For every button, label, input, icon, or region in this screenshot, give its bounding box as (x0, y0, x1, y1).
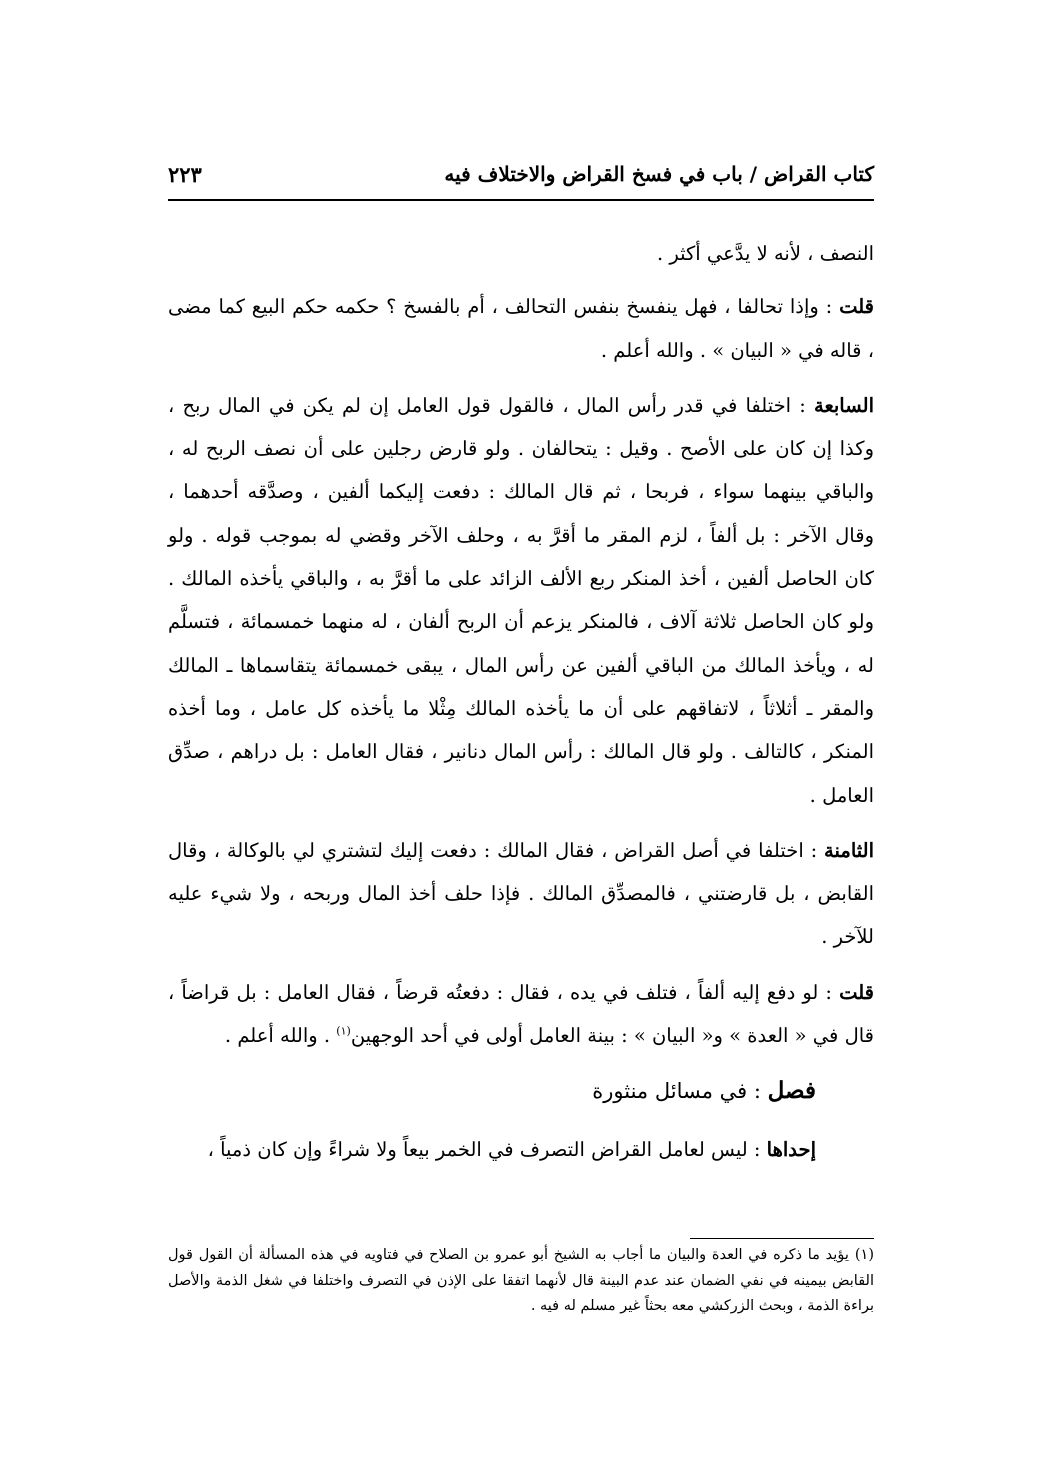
section-heading-text: : في مسائل منثورة (592, 1079, 768, 1104)
paragraph-lead: قلت (839, 295, 874, 319)
paragraph-lead: الثامنة (824, 838, 874, 862)
paragraph-text: : اختلفا في أصل القراض ، فقال المالك : دفعت إليك لتشتري لي بالوكالة ، وقال القابض ، بل قارضتني ، فالمصدِّق المالك . فإذا حلف أخذ المال وربحه ، ولا شيء عليه للآخر . (168, 838, 874, 949)
main-text (168, 232, 874, 1183)
footnote-divider (690, 1238, 874, 1239)
footnote-item (168, 1243, 874, 1320)
section-heading-lead: فصل (767, 1077, 816, 1105)
paragraph-eighth (168, 829, 874, 959)
header-divider (168, 199, 874, 201)
footnote-reference[interactable]: (١) (336, 1024, 351, 1038)
page-number: ٢٢٣ (168, 162, 202, 187)
paragraph-qult-2 (168, 971, 874, 1058)
paragraph-lead: قلت (839, 980, 874, 1004)
paragraph-text: : وإذا تحالفا ، فهل ينفسخ بنفس التحالف ، أم بالفسخ ؟ حكمه حكم البيع كما مضى ، قاله في « البيان » . والله أعلم . (168, 295, 874, 362)
running-title: كتاب القراض / باب في فسخ القراض والاختلاف فيه (444, 162, 874, 186)
paragraph-continuation: النصف ، لأنه لا يدَّعي أكثر . (656, 242, 874, 265)
footnotes (168, 1243, 874, 1320)
paragraph-text: : اختلفا في قدر رأس المال ، فالقول قول العامل إن لم يكن في المال ربح ، وكذا إن كان على الأصح . وقيل : يتحالفان . ولو قارض رجلين على أن نصف الربح له ، والباقي بينهما سواء ، فربحا ، ثم قال المالك : دفعت إليكما ألفين ، وصدَّقه أحدهما ، وقال الآخر : بل ألفاً ، لزم المقر ما أقرَّ به ، وحلف الآخر وقضي له بموجب قوله . ولو كان الحاصل ألفين ، أخذ المنكر ربع الألف الزائد على ما أقرَّ به ، والباقي يأخذه المالك . ولو كان الحاصل ثلاثة آلاف ، فالمنكر يزعم أن الربح ألفان ، له منهما خمسمائة ، فتسلَّم له ، ويأخذ المالك من الباقي ألفين عن رأس المال ، يبقى خمسمائة يتقاسماها ـ المالك والمقر ـ أثلاثاً ، لاتفاقهم على أن ما يأخذه المالك مِثْلا ما يأخذه كل عامل ، وما أخذه المنكر ، كالتالف . ولو قال المالك : رأس المال دنانير ، فقال العامل : بل دراهم ، صدِّق العامل . (168, 393, 874, 807)
paragraph-lead: إحداها (766, 1137, 816, 1161)
running-header (168, 162, 874, 200)
paragraph-lead: السابعة (814, 393, 874, 417)
paragraph-text-end: . والله أعلم . (224, 1024, 337, 1048)
paragraph-qult-1 (168, 285, 874, 372)
paragraph-first-issue (168, 1128, 816, 1171)
footnote-marker: (١) (854, 1247, 874, 1263)
paragraph-text: : ليس لعامل القراض التصرف في الخمر بيعاً ولا شراءً وإن كان ذمياً ، (207, 1137, 767, 1161)
footnote-text: يؤيد ما ذكره في العدة والبيان ما أجاب به الشيخ أبو عمرو بن الصلاح في فتاويه في هذه المسألة أن القول قول القابض بيمينه في نفي الضمان عند عدم البينة قال لأنهما اتفقا على الإذن في التصرف واختلفا في شغل الذمة والأصل براءة الذمة ، وبحث الزركشي معه بحثاً غير مسلم له فيه . (168, 1247, 874, 1314)
paragraph-text: : لو دفع إليه ألفاً ، فتلف في يده ، فقال : دفعتُه قرضاً ، فقال العامل : بل قراضاً ، قال في « العدة » و« البيان » : بينة العامل أولى في أحد الوجهين (168, 980, 874, 1048)
section-heading (168, 1069, 816, 1113)
paragraph-seventh (168, 384, 874, 817)
